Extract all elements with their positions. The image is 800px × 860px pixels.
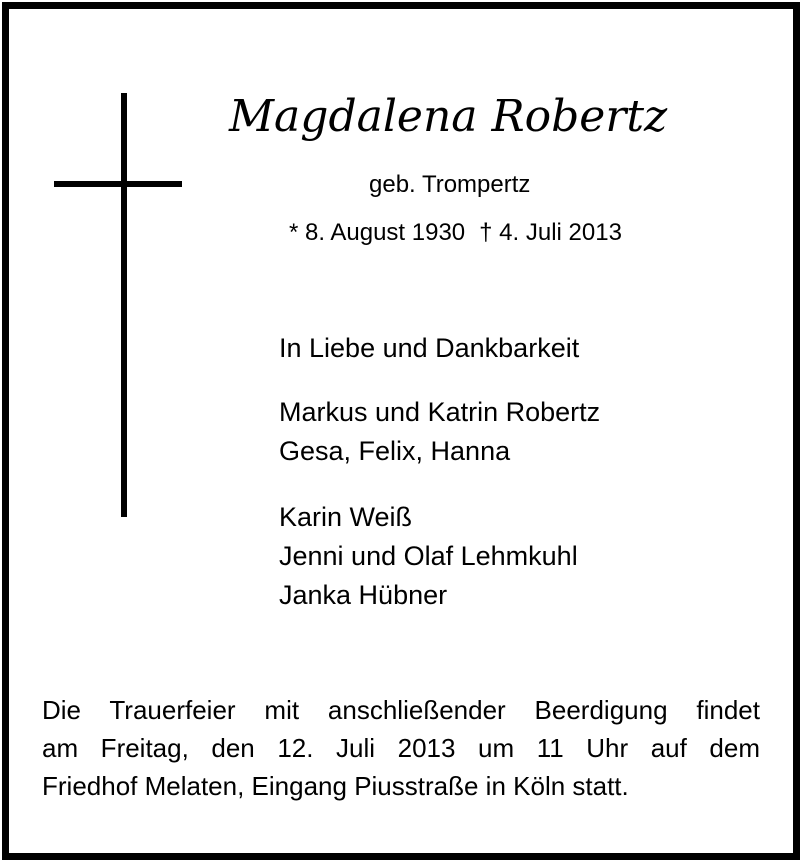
death-date: † 4. Juli 2013 — [479, 219, 622, 246]
cross-icon-vertical-bar — [121, 93, 127, 517]
funeral-service-info — [42, 691, 760, 805]
dedication: In Liebe und Dankbarkeit — [279, 333, 580, 363]
birth-date: * 8. August 1930 — [289, 219, 466, 246]
mourner-group — [279, 393, 600, 471]
life-dates — [289, 217, 622, 249]
mourner-line: Karin Weiß — [279, 502, 413, 532]
mourner-group — [279, 498, 578, 615]
service-line: Die Trauerfeier mit anschließender Beerdigung findet — [42, 695, 760, 725]
deceased-name: Magdalena Robertz — [229, 91, 668, 142]
service-line: Friedhof Melaten, Eingang Piusstraße in Köln statt. — [42, 771, 629, 801]
mourner-line: Markus und Katrin Robertz — [279, 397, 601, 427]
service-line: am Freitag, den 12. Juli 2013 um 11 Uhr auf dem — [42, 733, 760, 763]
mourner-line: Gesa, Felix, Hanna — [279, 436, 511, 466]
mourner-line: Janka Hübner — [279, 580, 448, 610]
birth-name: geb. Trompertz — [369, 171, 531, 198]
mourner-line: Jenni und Olaf Lehmkuhl — [279, 541, 578, 571]
cross-icon-horizontal-bar — [54, 181, 182, 187]
obituary-notice — [2, 2, 800, 860]
